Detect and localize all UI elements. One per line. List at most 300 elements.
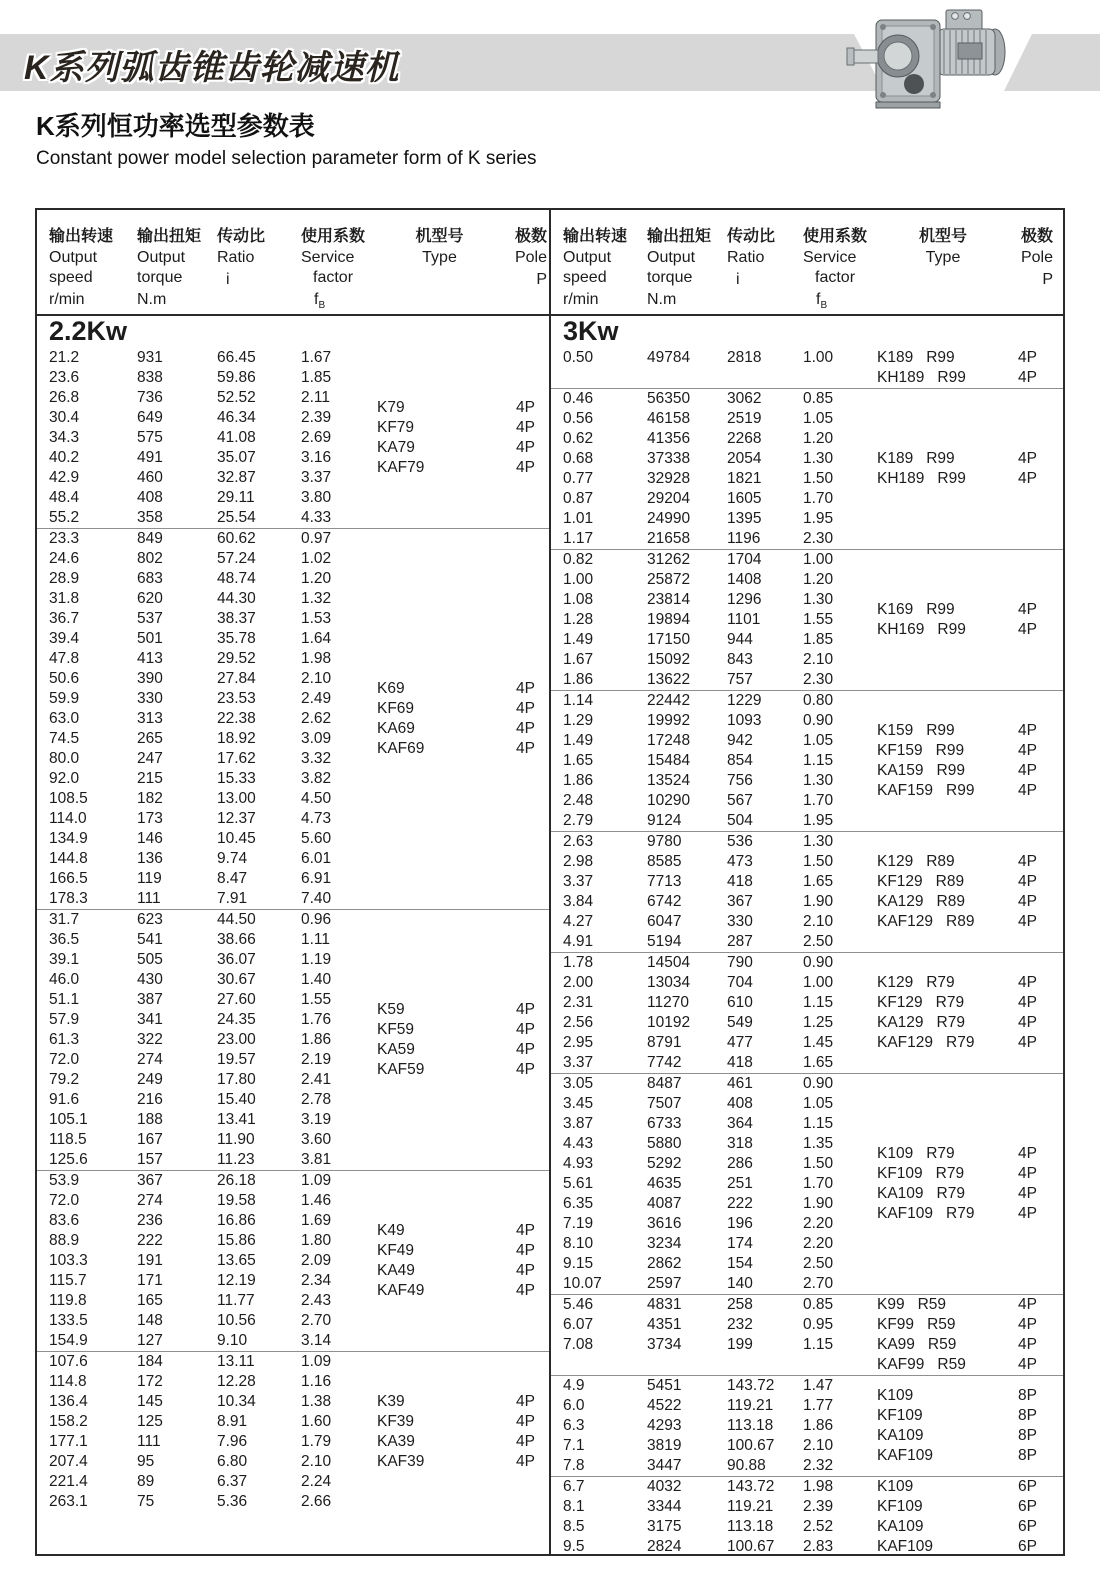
table-row <box>37 1251 377 1271</box>
output-speed-cell: 31.8 <box>49 590 80 607</box>
header-label-en1: Pole <box>514 249 547 266</box>
type-row <box>877 973 1037 993</box>
service-factor-cell: 2.62 <box>301 710 332 727</box>
pole-value: 4P <box>516 1061 535 1078</box>
type-ratio-code: R79 <box>926 974 955 991</box>
pole-value: 4P <box>516 1041 535 1058</box>
output-torque-cell: 188 <box>137 1111 163 1128</box>
output-speed-cell: 91.6 <box>49 1091 80 1108</box>
ratio-cell: 13.65 <box>217 1252 256 1269</box>
table-row <box>551 509 877 529</box>
ratio-cell: 140 <box>727 1275 753 1292</box>
type-row <box>877 1517 1037 1537</box>
output-torque-cell: 172 <box>137 1373 163 1390</box>
type-row <box>377 1000 535 1020</box>
type-name <box>877 1315 956 1335</box>
pole-value: 4P <box>1018 853 1037 870</box>
service-factor-cell: 2.78 <box>301 1091 332 1108</box>
output-torque-cell: 167 <box>137 1131 163 1148</box>
output-speed-cell: 21.2 <box>49 349 80 366</box>
ratio-cell: 504 <box>727 812 753 829</box>
service-factor-cell: 1.53 <box>301 610 332 627</box>
type-ratio-code: R89 <box>926 853 955 870</box>
service-factor-cell: 0.95 <box>803 1316 834 1333</box>
header-label-en1: Ratio <box>217 249 255 266</box>
type-model: KA159 <box>877 762 924 779</box>
type-name <box>877 912 974 932</box>
service-factor-cell: 1.15 <box>803 752 834 769</box>
ratio-cell: 8.91 <box>217 1413 248 1430</box>
type-list <box>877 953 1063 1073</box>
output-torque-cell: 367 <box>137 1172 163 1189</box>
type-ratio-code: R59 <box>917 1296 947 1313</box>
table-row <box>37 990 377 1010</box>
service-factor-cell: 1.90 <box>803 1195 834 1212</box>
table-row <box>551 731 877 751</box>
type-name <box>377 418 414 438</box>
type-model: KAF49 <box>377 1282 425 1299</box>
table-row <box>37 1372 377 1392</box>
type-model: KF109 <box>877 1498 923 1515</box>
header-label-en1: Output <box>137 249 186 266</box>
type-row <box>377 1221 535 1241</box>
ratio-cell: 113.18 <box>727 1518 774 1535</box>
type-name <box>877 1295 946 1315</box>
data-rows <box>37 1171 377 1351</box>
output-torque-cell: 14504 <box>647 954 691 971</box>
header-unit: P <box>536 271 547 288</box>
type-model: KA79 <box>377 439 415 456</box>
type-list <box>877 1477 1063 1557</box>
type-name <box>877 368 966 388</box>
output-speed-cell: 30.4 <box>49 409 80 426</box>
type-name <box>877 781 974 801</box>
service-factor-cell: 2.41 <box>301 1071 332 1088</box>
ratio-cell: 704 <box>727 974 753 991</box>
service-factor-cell: 2.34 <box>301 1272 332 1289</box>
header-label-en1: Pole <box>1020 249 1053 266</box>
output-speed-cell: 7.08 <box>563 1336 594 1353</box>
table-row <box>551 1214 877 1234</box>
type-list <box>377 529 549 909</box>
header-label-en2: torque <box>647 269 693 286</box>
output-torque-cell: 265 <box>137 730 163 747</box>
output-speed-cell: 74.5 <box>49 730 80 747</box>
table-row <box>551 1274 877 1294</box>
output-torque-cell: 5880 <box>647 1135 682 1152</box>
ratio-cell: 27.84 <box>217 670 256 687</box>
output-torque-cell: 6742 <box>647 893 682 910</box>
output-torque-cell: 7742 <box>647 1054 682 1071</box>
type-ratio-code: R79 <box>936 1185 965 1202</box>
type-model: K49 <box>377 1222 405 1239</box>
header-label-zh: 输出转速 <box>49 228 114 245</box>
output-torque-cell: 505 <box>137 951 163 968</box>
header-label-en1: Service <box>301 249 355 266</box>
output-speed-cell: 6.07 <box>563 1316 594 1333</box>
service-factor-cell: 0.85 <box>803 1296 834 1313</box>
output-speed-cell: 51.1 <box>49 991 80 1008</box>
output-torque-cell: 215 <box>137 770 163 787</box>
output-speed-cell: 144.8 <box>49 850 88 867</box>
pole-value: 4P <box>1018 1165 1037 1182</box>
output-speed-cell: 1.14 <box>563 692 594 709</box>
table-row <box>551 691 877 711</box>
table-row <box>37 488 377 508</box>
table-row <box>551 811 877 831</box>
output-torque-cell: 3616 <box>647 1215 682 1232</box>
service-factor-cell: 1.30 <box>803 833 834 850</box>
ratio-cell: 15.33 <box>217 770 256 787</box>
output-torque-cell: 145 <box>137 1393 163 1410</box>
output-speed-cell: 1.65 <box>563 752 594 769</box>
output-speed-cell: 4.91 <box>563 933 594 950</box>
table-row <box>551 1477 877 1497</box>
ratio-cell: 9.74 <box>217 850 248 867</box>
type-row <box>877 741 1037 761</box>
type-row <box>377 699 535 719</box>
type-name <box>877 1386 913 1406</box>
type-name <box>877 449 955 469</box>
type-model: K189 <box>877 349 914 366</box>
output-torque-cell: 10192 <box>647 1014 691 1031</box>
group-content <box>551 389 1063 549</box>
type-model: KF79 <box>377 419 415 436</box>
output-torque-cell: 4635 <box>647 1175 682 1192</box>
table-row <box>551 1013 877 1033</box>
data-rows <box>551 550 877 690</box>
table-row <box>551 1254 877 1274</box>
service-factor-cell: 1.35 <box>803 1135 834 1152</box>
pole-value: 4P <box>1018 1296 1037 1313</box>
model-group <box>551 316 1063 389</box>
service-factor-cell: 2.30 <box>803 530 834 547</box>
output-torque-cell: 249 <box>137 1071 163 1088</box>
column-header-row <box>551 210 1063 316</box>
ratio-cell: 199 <box>727 1336 753 1353</box>
output-speed-cell: 4.9 <box>563 1377 585 1394</box>
output-speed-cell: 8.1 <box>563 1498 585 1515</box>
service-factor-cell: 1.55 <box>301 991 332 1008</box>
type-list <box>877 1295 1063 1375</box>
output-speed-cell: 1.01 <box>563 510 594 527</box>
output-torque-cell: 22442 <box>647 692 691 709</box>
service-factor-cell: 1.00 <box>803 974 834 991</box>
output-speed-cell: 80.0 <box>49 750 80 767</box>
table-row <box>551 1174 877 1194</box>
header-label-zh: 输出扭矩 <box>647 228 712 245</box>
output-speed-cell: 3.84 <box>563 893 594 910</box>
output-speed-cell: 23.3 <box>49 530 80 547</box>
table-row <box>551 1416 877 1436</box>
table-row <box>37 1191 377 1211</box>
pole-value: 4P <box>516 1433 535 1450</box>
type-name <box>877 973 955 993</box>
output-speed-cell: 2.56 <box>563 1014 594 1031</box>
type-name <box>877 1446 933 1466</box>
data-rows <box>551 691 877 831</box>
service-factor-cell: 2.69 <box>301 429 332 446</box>
data-rows <box>37 529 377 909</box>
output-torque-cell: 29204 <box>647 490 691 507</box>
type-name <box>377 1261 415 1281</box>
header-label-zh: 输出扭矩 <box>137 228 202 245</box>
data-rows <box>551 348 877 388</box>
table-row <box>551 1134 877 1154</box>
type-ratio-code: R89 <box>935 873 965 890</box>
output-torque-cell: 171 <box>137 1272 163 1289</box>
service-factor-cell: 1.30 <box>803 591 834 608</box>
service-factor-cell: 2.70 <box>803 1275 834 1292</box>
ratio-cell: 3062 <box>727 390 762 407</box>
output-speed-cell: 63.0 <box>49 710 80 727</box>
table-row <box>37 1291 377 1311</box>
header-label-zh: 传动比 <box>217 228 266 245</box>
ratio-cell: 251 <box>727 1175 753 1192</box>
table-half-2-2kw <box>37 210 549 1554</box>
pole-value: 4P <box>516 419 535 436</box>
output-torque-cell: 25872 <box>647 571 691 588</box>
table-row <box>37 930 377 950</box>
ratio-cell: 6.80 <box>217 1453 248 1470</box>
service-factor-cell: 1.20 <box>803 430 834 447</box>
pole-value: 4P <box>516 1242 535 1259</box>
output-speed-cell: 8.10 <box>563 1235 594 1252</box>
type-ratio-code: R59 <box>927 1316 956 1333</box>
table-row <box>551 872 877 892</box>
table-row <box>37 910 377 930</box>
output-speed-cell: 1.86 <box>563 671 594 688</box>
service-factor-cell: 1.70 <box>803 1175 834 1192</box>
output-torque-cell: 4293 <box>647 1417 682 1434</box>
pole-value: 4P <box>1018 722 1037 739</box>
type-list <box>377 348 549 528</box>
header-label-en1: Output <box>49 249 98 266</box>
output-torque-cell: 216 <box>137 1091 163 1108</box>
header-label-en2: speed <box>49 269 93 286</box>
type-model: K109 <box>877 1145 914 1162</box>
pole-value: 4P <box>516 1413 535 1430</box>
output-speed-cell: 1.67 <box>563 651 594 668</box>
type-model: KH189 <box>877 470 925 487</box>
type-name <box>377 719 415 739</box>
model-group <box>551 1376 1063 1477</box>
type-row <box>877 1144 1037 1164</box>
table-row <box>37 789 377 809</box>
output-speed-cell: 6.3 <box>563 1417 585 1434</box>
output-torque-cell: 13034 <box>647 974 691 991</box>
gear-reducer-product-image <box>846 6 1014 110</box>
ratio-cell: 143.72 <box>727 1478 775 1495</box>
output-speed-cell: 221.4 <box>49 1473 88 1490</box>
header-label-zh: 使用系数 <box>803 228 868 245</box>
type-row <box>877 852 1037 872</box>
type-name <box>877 852 955 872</box>
type-model: KA109 <box>877 1185 924 1202</box>
table-row <box>37 408 377 428</box>
service-factor-cell: 3.37 <box>301 469 332 486</box>
type-name <box>877 1013 965 1033</box>
header-label-en2: speed <box>563 269 607 286</box>
type-model: K129 <box>877 974 914 991</box>
empty-space <box>37 1512 549 1554</box>
output-torque-cell: 6733 <box>647 1115 682 1132</box>
pole-value: 4P <box>516 439 535 456</box>
type-list <box>377 1171 549 1351</box>
output-torque-cell: 3734 <box>647 1336 682 1353</box>
output-torque-cell: 37338 <box>647 450 691 467</box>
type-row <box>877 781 1037 801</box>
output-speed-cell: 1.49 <box>563 732 594 749</box>
type-model: KAF39 <box>377 1453 425 1470</box>
output-torque-cell: 7507 <box>647 1095 682 1112</box>
table-row <box>551 1315 877 1335</box>
ratio-cell: 2054 <box>727 450 762 467</box>
service-factor-cell: 3.81 <box>301 1151 332 1168</box>
type-row <box>877 721 1037 741</box>
pole-value: 4P <box>1018 369 1037 386</box>
type-model: KF109 <box>877 1407 923 1424</box>
ratio-cell: 549 <box>727 1014 753 1031</box>
parameter-table <box>35 208 1065 1556</box>
table-row <box>37 1130 377 1150</box>
type-name <box>377 398 405 418</box>
header-label-zh: 机型号 <box>918 228 967 245</box>
service-factor-cell: 4.73 <box>301 810 332 827</box>
table-row <box>37 1211 377 1231</box>
output-torque-cell: 4032 <box>647 1478 682 1495</box>
table-row <box>37 589 377 609</box>
ratio-cell: 408 <box>727 1095 753 1112</box>
model-group <box>37 316 549 529</box>
group-content <box>551 1477 1063 1557</box>
type-model: KAF109 <box>877 1447 934 1464</box>
header-unit <box>301 288 377 318</box>
table-row <box>37 1392 377 1412</box>
service-factor-cell: 1.77 <box>803 1397 834 1414</box>
ratio-cell: 1704 <box>727 551 762 568</box>
output-speed-cell: 2.95 <box>563 1034 594 1051</box>
type-row <box>377 458 535 478</box>
table-row <box>551 469 877 489</box>
ratio-cell: 12.28 <box>217 1373 256 1390</box>
output-speed-cell: 28.9 <box>49 570 80 587</box>
output-speed-cell: 3.37 <box>563 873 594 890</box>
output-torque-cell: 736 <box>137 389 163 406</box>
service-factor-cell: 1.00 <box>803 349 834 366</box>
output-speed-cell: 26.8 <box>49 389 80 406</box>
output-speed-cell: 3.87 <box>563 1115 594 1132</box>
header-col-5 <box>502 226 547 318</box>
type-row <box>377 1392 535 1412</box>
service-factor-cell: 1.67 <box>301 349 332 366</box>
type-model: KF129 <box>877 873 923 890</box>
type-ratio-code: R99 <box>937 621 966 638</box>
header-label-zh: 极数 <box>514 228 547 245</box>
ratio-cell: 48.74 <box>217 570 256 587</box>
type-row <box>877 1406 1037 1426</box>
service-factor-cell: 3.80 <box>301 489 332 506</box>
output-torque-cell: 2824 <box>647 1538 682 1555</box>
output-speed-cell: 134.9 <box>49 830 88 847</box>
type-model: KF49 <box>377 1242 415 1259</box>
type-row <box>877 912 1037 932</box>
output-torque-cell: 8585 <box>647 853 682 870</box>
type-row <box>377 739 535 759</box>
ratio-cell: 15.86 <box>217 1232 256 1249</box>
output-torque-cell: 21658 <box>647 530 691 547</box>
ratio-cell: 59.86 <box>217 369 256 386</box>
output-torque-cell: 5451 <box>647 1377 682 1394</box>
type-model: KA69 <box>377 720 415 737</box>
type-name <box>877 1164 964 1184</box>
type-row <box>877 600 1037 620</box>
type-model: KF59 <box>377 1021 415 1038</box>
type-model: KF69 <box>377 700 415 717</box>
output-speed-cell: 2.63 <box>563 833 594 850</box>
output-speed-cell: 83.6 <box>49 1212 80 1229</box>
table-row <box>37 609 377 629</box>
ratio-cell: 567 <box>727 792 753 809</box>
type-model: KAF79 <box>377 459 425 476</box>
pole-value: 6P <box>1018 1518 1037 1535</box>
type-row <box>877 1426 1037 1446</box>
service-factor-cell: 1.60 <box>301 1413 332 1430</box>
type-ratio-code: R99 <box>926 349 955 366</box>
ratio-cell: 286 <box>727 1155 753 1172</box>
ratio-cell: 29.52 <box>217 650 256 667</box>
ratio-cell: 2519 <box>727 410 762 427</box>
table-row <box>551 1497 877 1517</box>
service-factor-cell: 2.83 <box>803 1538 834 1555</box>
header-col-4 <box>377 226 502 318</box>
type-model: K79 <box>377 399 405 416</box>
type-name <box>877 1184 965 1204</box>
data-rows <box>37 910 377 1170</box>
service-factor-cell: 2.70 <box>301 1312 332 1329</box>
data-rows <box>551 1295 877 1375</box>
data-rows <box>551 1074 877 1294</box>
table-row <box>551 550 877 570</box>
ratio-cell: 11.90 <box>217 1131 255 1148</box>
type-row <box>877 1315 1037 1335</box>
table-row <box>551 993 877 1013</box>
ratio-cell: 12.37 <box>217 810 256 827</box>
output-torque-cell: 9124 <box>647 812 682 829</box>
output-speed-cell: 125.6 <box>49 1151 88 1168</box>
output-speed-cell: 118.5 <box>49 1131 87 1148</box>
table-row <box>551 1154 877 1174</box>
data-rows <box>551 832 877 952</box>
service-factor-cell: 1.30 <box>803 772 834 789</box>
output-speed-cell: 136.4 <box>49 1393 88 1410</box>
service-factor-cell: 1.65 <box>803 1054 834 1071</box>
table-row <box>551 590 877 610</box>
header-unit-main: f <box>314 291 319 308</box>
ratio-cell: 11.77 <box>217 1292 255 1309</box>
output-speed-cell: 24.6 <box>49 550 80 567</box>
ratio-cell: 32.87 <box>217 469 256 486</box>
type-model: K39 <box>377 1393 405 1410</box>
output-torque-cell: 3819 <box>647 1437 682 1454</box>
service-factor-cell: 2.43 <box>301 1292 332 1309</box>
output-speed-cell: 0.87 <box>563 490 594 507</box>
pole-value: 4P <box>1018 1145 1037 1162</box>
service-factor-cell: 2.20 <box>803 1235 834 1252</box>
output-speed-cell: 4.43 <box>563 1135 594 1152</box>
output-speed-cell: 1.00 <box>563 571 594 588</box>
ratio-cell: 23.00 <box>217 1031 256 1048</box>
